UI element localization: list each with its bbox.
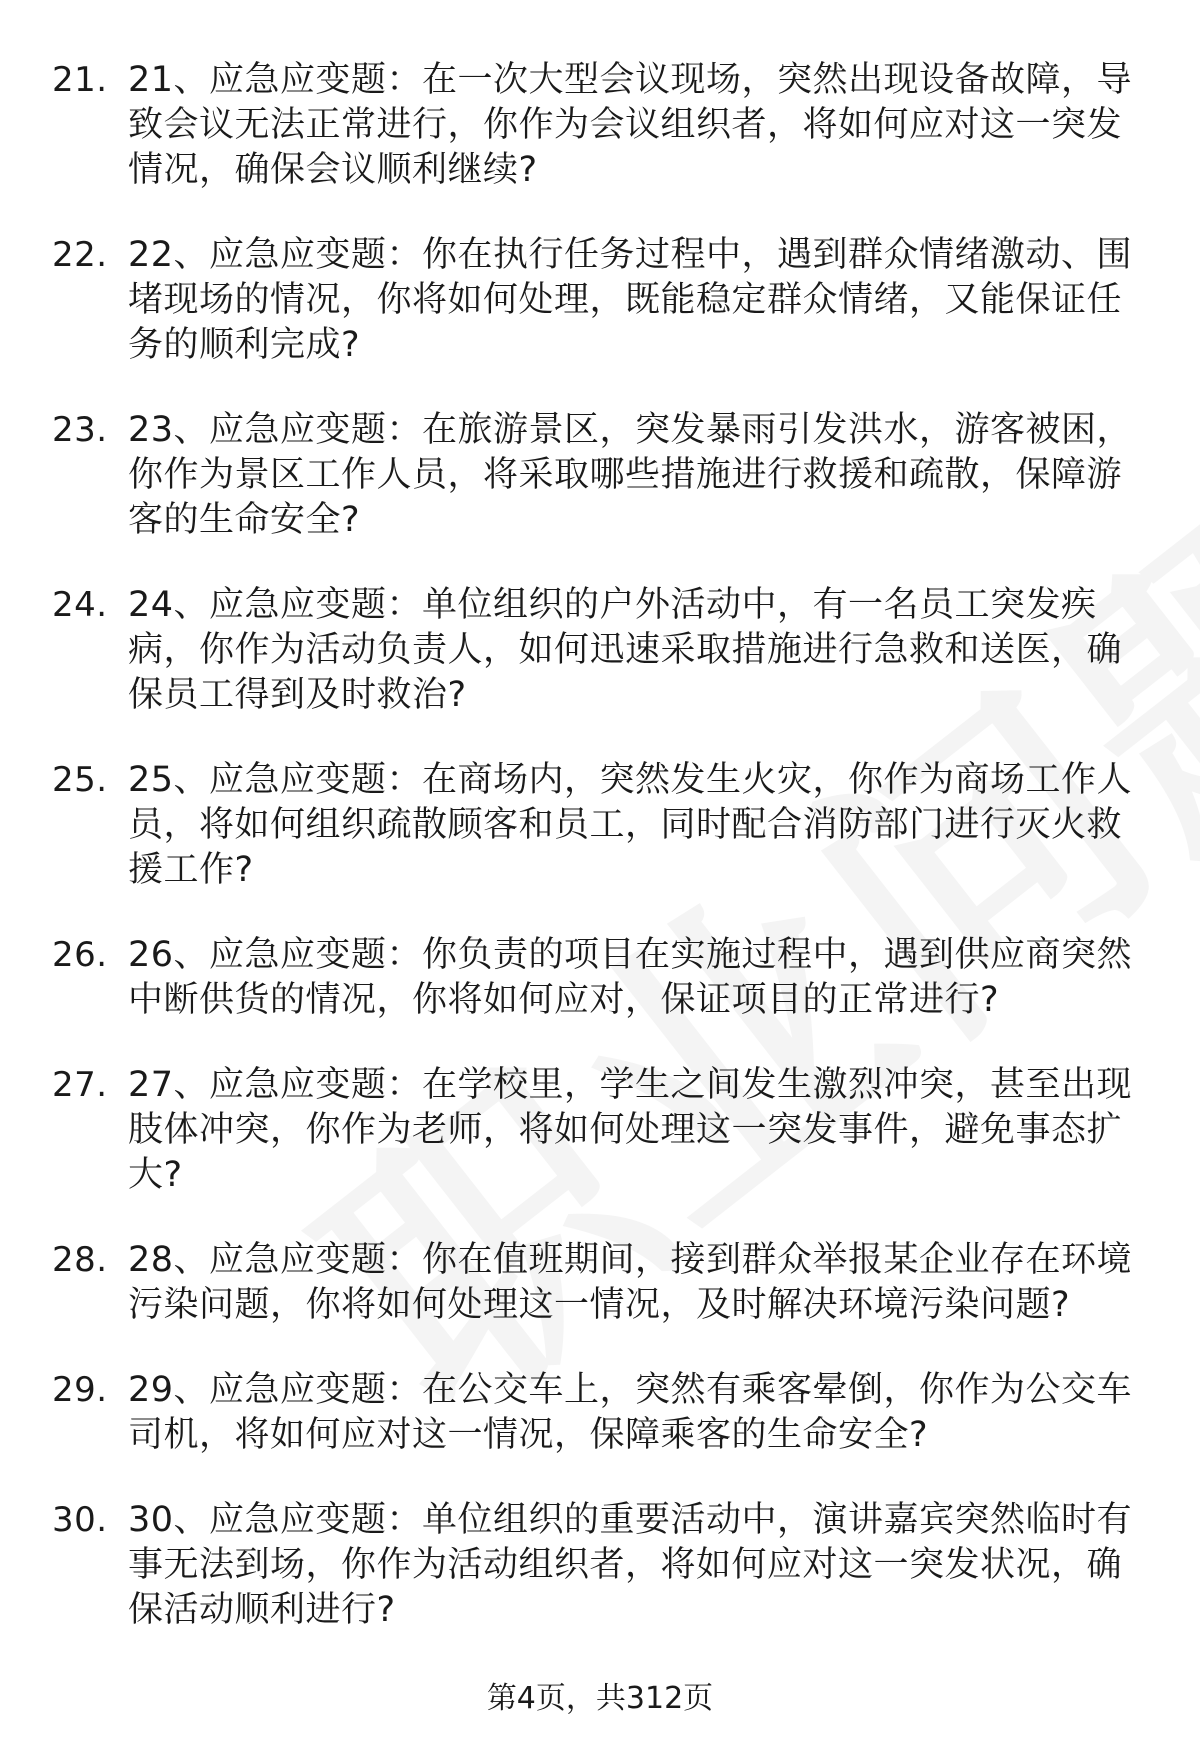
question-item <box>0 58 1200 193</box>
question-text: 25、应急应变题：在商场内，突然发生火灾，你作为商场工作人员，将如何组织疏散顾客和员工，同时配合消防部门进行灭火救援工作? <box>128 760 1133 890</box>
question-text: 22、应急应变题：你在执行任务过程中，遇到群众情绪激动、围堵现场的情况，你将如何处理，既能稳定群众情绪，又能保证任务的顺利完成? <box>128 235 1133 365</box>
question-number: 23. <box>52 410 108 450</box>
question-list <box>0 58 1200 1673</box>
question-text: 23、应急应变题：在旅游景区，突发暴雨引发洪水，游客被困，你作为景区工作人员，将采取哪些措施进行救援和疏散，保障游客的生命安全? <box>128 410 1133 540</box>
question-number: 30. <box>52 1500 108 1540</box>
question-number: 22. <box>52 235 108 275</box>
question-item <box>0 233 1200 368</box>
page-number-footer: 第4页，共312页 <box>486 1681 714 1716</box>
question-item <box>0 1498 1200 1633</box>
question-number: 24. <box>52 585 108 625</box>
question-text: 26、应急应变题：你负责的项目在实施过程中，遇到供应商突然中断供货的情况，你将如何应对，保证项目的正常进行? <box>128 935 1133 1020</box>
question-text: 29、应急应变题：在公交车上，突然有乘客晕倒，你作为公交车司机，将如何应对这一情况，保障乘客的生命安全? <box>128 1370 1133 1455</box>
question-item <box>0 1063 1200 1198</box>
question-item <box>0 1238 1200 1328</box>
question-number: 29. <box>52 1370 108 1410</box>
question-item <box>0 583 1200 718</box>
question-item <box>0 933 1200 1023</box>
question-text: 28、应急应变题：你在值班期间，接到群众举报某企业存在环境污染问题，你将如何处理这一情况，及时解决环境污染问题? <box>128 1240 1133 1325</box>
question-item <box>0 408 1200 543</box>
question-item <box>0 1368 1200 1458</box>
question-text: 30、应急应变题：单位组织的重要活动中，演讲嘉宾突然临时有事无法到场，你作为活动组织者，将如何应对这一突发状况，确保活动顺利进行? <box>128 1500 1133 1630</box>
question-text: 27、应急应变题：在学校里，学生之间发生激烈冲突，甚至出现肢体冲突，你作为老师，将如何处理这一突发事件，避免事态扩大? <box>128 1065 1133 1195</box>
question-text: 21、应急应变题：在一次大型会议现场，突然出现设备故障，导致会议无法正常进行，你作为会议组织者，将如何应对这一突发情况，确保会议顺利继续? <box>128 60 1133 190</box>
question-number: 26. <box>52 935 108 975</box>
question-number: 27. <box>52 1065 108 1105</box>
question-item <box>0 758 1200 893</box>
question-number: 21. <box>52 60 108 100</box>
question-number: 28. <box>52 1240 108 1280</box>
question-number: 25. <box>52 760 108 800</box>
question-text: 24、应急应变题：单位组织的户外活动中，有一名员工突发疾病，你作为活动负责人，如何迅速采取措施进行急救和送医，确保员工得到及时救治? <box>128 585 1123 715</box>
